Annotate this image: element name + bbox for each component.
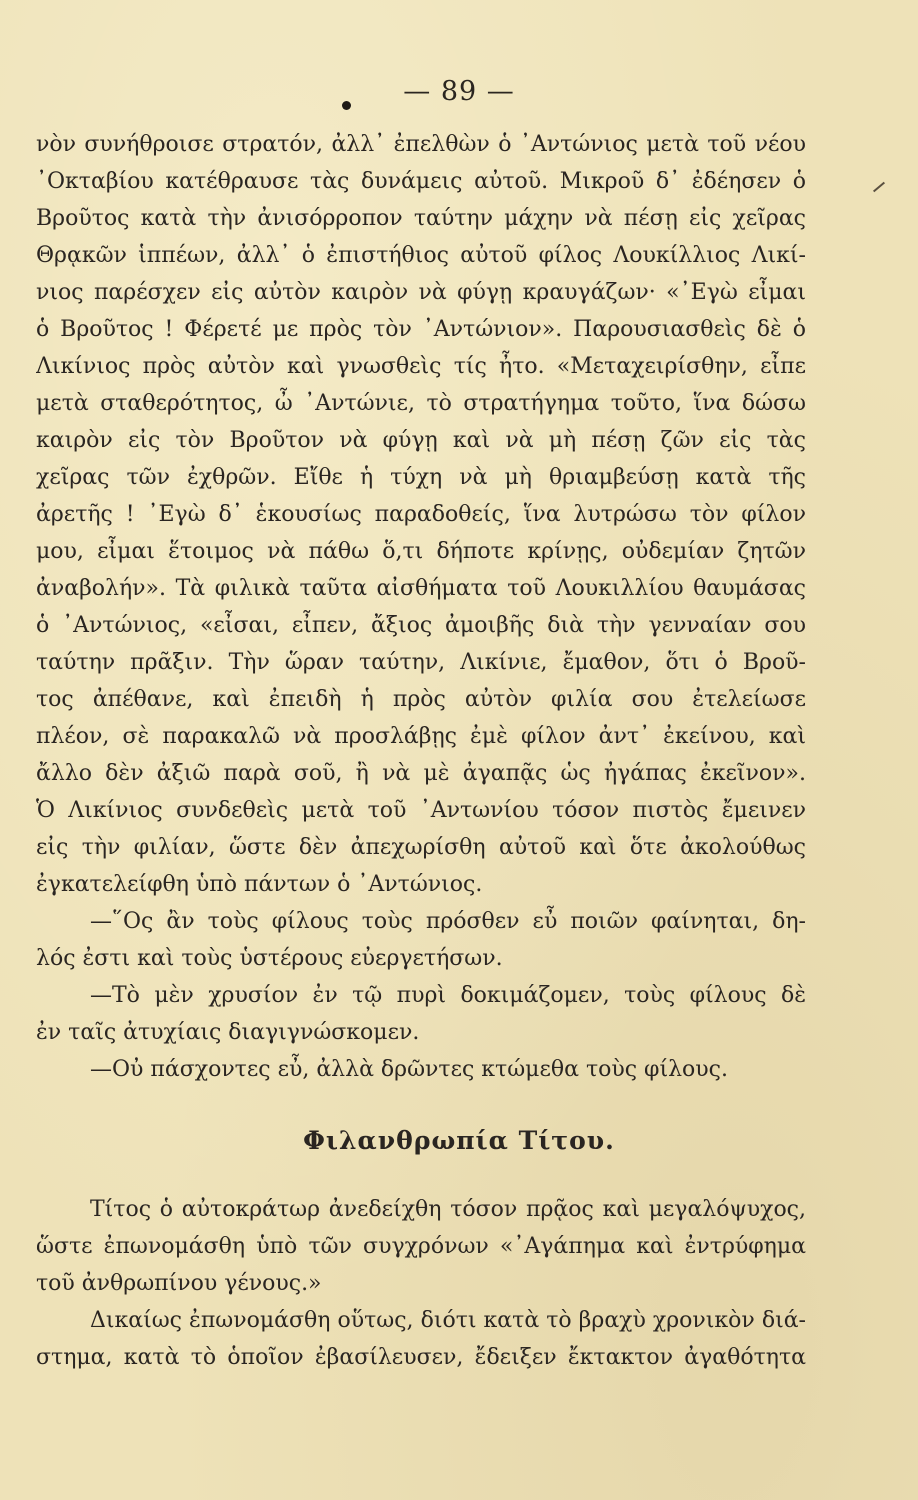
pencil-mark [873,182,885,193]
saying-line: —Οὐ πάσχοντες εὖ, ἀλλὰ δρῶντες κτώμεθα τοὺς φίλους. [90,1057,728,1082]
text-line: ταύτην πρᾶξιν. Τὴν ὥραν ταύτην, Λικίνιε, ἔμαθον, ὅτι ὁ Βροῦ- [36,650,806,675]
text-line: ἀναβολήν». Τὰ φιλικὰ ταῦτα αἰσθήματα τοῦ Λουκιλλίου θαυμάσας [36,576,806,601]
text-line: τος ἀπέθανε, καὶ ἐπειδὴ ἡ πρὸς αὐτὸν φιλία σου ἐτελείωσε [36,687,806,712]
text-line: ὁ Βροῦτος ! Φέρετέ με πρὸς τὸν ᾽Αντώνιον». Παρουσιασθεὶς δὲ ὁ [36,317,806,342]
section-heading: Φιλανθρωπία Τίτου. [303,1126,615,1155]
text-line: ἐγκατελείφθη ὑπὸ πάντων ὁ ᾽Αντώνιος. [36,872,483,897]
saying-line: —Τὸ μὲν χρυσίον ἐν τῷ πυρὶ δοκιμάζομεν, τοὺς φίλους δὲ [90,983,806,1008]
text-line: Βροῦτος κατὰ τὴν ἀνισόρροπον ταύτην μάχην νὰ πέσῃ εἰς χεῖρας [36,206,806,231]
text-line: Θρᾳκῶν ἱππέων, ἀλλ᾽ ὁ ἐπιστήθιος αὐτοῦ φίλος Λουκίλλιος Λικί- [36,243,806,268]
text-line: ὁ ᾽Αντώνιος, «εἶσαι, εἶπεν, ἄξιος ἀμοιβῆς διὰ τὴν γενναίαν σου [36,613,806,638]
text-line: τοῦ ἀνθρωπίνου γένους.» [36,1271,322,1296]
text-line: εἰς τὴν φιλίαν, ὥστε δὲν ἀπεχωρίσθη αὐτοῦ καὶ ὅτε ἀκολούθως [36,835,806,860]
text-line: ἀρετῆς ! ᾽Εγὼ δ᾽ ἑκουσίως παραδοθείς, ἵνα λυτρώσω τὸν φίλον [36,502,806,527]
page-number: — 89 — [403,76,515,107]
text-line: ᾽Οκταβίου κατέθραυσε τὰς δυνάμεις αὐτοῦ. Μικροῦ δ᾽ ἐδέησεν ὁ [36,169,806,194]
text-line: χεῖρας τῶν ἐχθρῶν. Εἴθε ἡ τύχη νὰ μὴ θριαμβεύσῃ κατὰ τῆς [36,465,806,490]
text-line: νιος παρέσχεν εἰς αὐτὸν καιρὸν νὰ φύγῃ κραυγάζων· «᾽Εγὼ εἶμαι [36,280,806,305]
saying-line: ἐν ταῖς ἀτυχίαις διαγιγνώσκομεν. [36,1020,420,1045]
text-line: μετὰ σταθερότητος, ὦ ᾽Αντώνιε, τὸ στρατήγημα τοῦτο, ἵνα δώσω [36,391,806,416]
text-line: στημα, κατὰ τὸ ὁποῖον ἐβασίλευσεν, ἔδειξεν ἔκτακτον ἀγαθότητα [36,1345,806,1370]
text-line: Τίτος ὁ αὐτοκράτωρ ἀνεδείχθη τόσον πρᾷος καὶ μεγαλόψυχος, [90,1197,806,1222]
saying-line: —῞Ος ἂν τοὺς φίλους τοὺς πρόσθεν εὖ ποιῶν φαίνηται, δη- [90,909,806,934]
text-line: μου, εἶμαι ἕτοιμος νὰ πάθω ὅ,τι δήποτε κρίνῃς, οὐδεμίαν ζητῶν [36,539,806,564]
text-line: ἄλλο δὲν ἀξιῶ παρὰ σοῦ, ἢ νὰ μὲ ἀγαπᾷς ὡς ἠγάπας ἐκεῖνον». [36,761,806,786]
ink-blot [342,101,351,110]
text-line: Λικίνιος πρὸς αὐτὸν καὶ γνωσθεὶς τίς ἦτο. «Μεταχειρίσθην, εἶπε [36,354,806,379]
text-line: ὥστε ἐπωνομάσθη ὑπὸ τῶν συγχρόνων «᾽Αγάπημα καὶ ἐντρύφημα [36,1234,806,1259]
text-line: νὸν συνήθροισε στρατόν, ἀλλ᾽ ἐπελθὼν ὁ ᾽Αντώνιος μετὰ τοῦ νέου [36,132,806,157]
text-line: Δικαίως ἐπωνομάσθη οὕτως, διότι κατὰ τὸ βραχὺ χρονικὸν διά- [90,1308,806,1333]
saying-line: λός ἐστι καὶ τοὺς ὑστέρους εὐεργετήσων. [36,946,503,971]
text-line: πλέον, σὲ παρακαλῶ νὰ προσλάβῃς ἐμὲ φίλον ἀντ᾽ ἐκείνου, καὶ [36,724,806,749]
text-line: Ὁ Λικίνιος συνδεθεὶς μετὰ τοῦ ᾽Αντωνίου τόσον πιστὸς ἔμεινεν [36,798,806,823]
text-line: καιρὸν εἰς τὸν Βροῦτον νὰ φύγῃ καὶ νὰ μὴ πέσῃ ζῶν εἰς τὰς [36,428,806,453]
